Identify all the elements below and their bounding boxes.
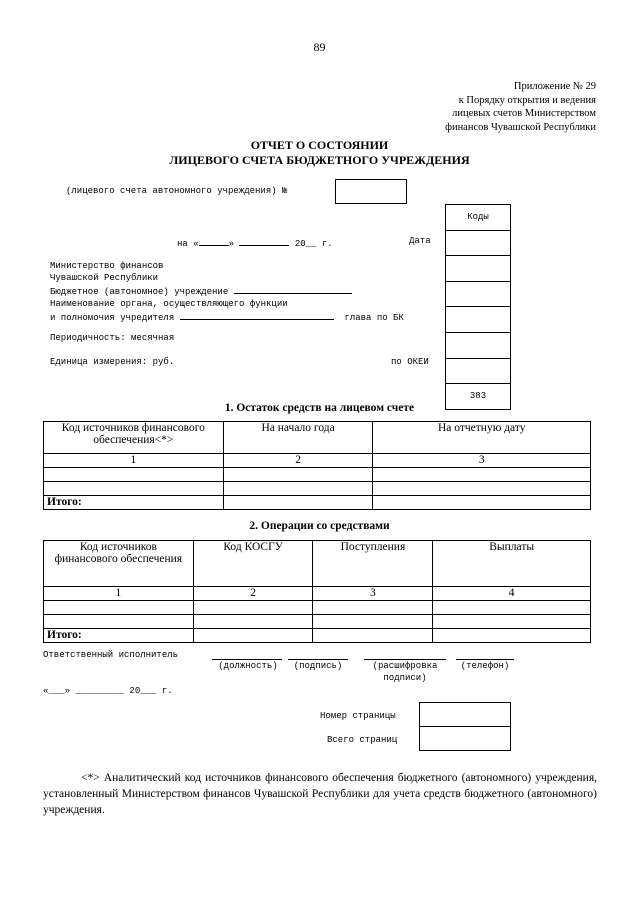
appendix-line: лицевых счетов Министерством xyxy=(452,108,596,120)
codes-table xyxy=(445,204,511,410)
appendix-line: финансов Чувашской Республики xyxy=(445,121,596,133)
column-header: Поступления xyxy=(313,541,433,587)
appendix-note xyxy=(445,80,596,134)
table-cell[interactable] xyxy=(223,482,373,496)
table-cell[interactable] xyxy=(313,601,433,615)
date-prefix: на « xyxy=(177,239,199,249)
okei-label: по ОКЕИ xyxy=(391,357,429,367)
section1-heading: 1. Остаток средств на лицевом счете xyxy=(224,402,415,414)
unit-label: Единица измерения: руб. xyxy=(50,357,175,367)
column-header: Код источников финансового обеспечения xyxy=(44,541,194,587)
column-header: На отчетную дату xyxy=(373,422,591,454)
column-header: Выплаты xyxy=(433,541,591,587)
glava-label: глава по БК xyxy=(344,313,404,324)
page-number-label: Номер страницы xyxy=(320,711,396,721)
signature-field[interactable] xyxy=(288,659,348,660)
institution-label: Бюджетное (автономное) учреждение xyxy=(50,287,229,298)
table-cell[interactable] xyxy=(313,615,433,629)
total-pages-label: Всего страниц xyxy=(327,735,398,745)
founder-label: Наименование органа, осуществляющего функции xyxy=(50,298,288,309)
codes-header: Коды xyxy=(446,205,511,231)
table-cell[interactable] xyxy=(44,601,194,615)
footnote-text: <*> Аналитический код источников финансового обеспечения бюджетного (автономного) учреждения, установленный Министерством финансов Чувашской Республики для учета средств бюджетного (автономного) учреждения. xyxy=(43,772,597,816)
section2-table xyxy=(43,540,591,643)
institution-field[interactable] xyxy=(234,284,352,294)
position-caption: (должность) xyxy=(218,661,278,671)
decode-field[interactable] xyxy=(364,659,446,660)
section2-heading: 2. Операции со средствами xyxy=(249,520,390,532)
page-number-box[interactable] xyxy=(419,702,511,727)
total-label: Итого: xyxy=(44,496,224,510)
table-cell[interactable] xyxy=(44,615,194,629)
ministry-line: Чувашской Республики xyxy=(50,272,159,283)
column-number: 2 xyxy=(223,454,373,468)
table-cell[interactable] xyxy=(44,482,224,496)
total-pages-box[interactable] xyxy=(419,726,511,751)
code-cell[interactable] xyxy=(446,358,511,384)
code-date-cell[interactable] xyxy=(446,230,511,256)
date-day-field[interactable] xyxy=(199,236,229,246)
column-number: 2 xyxy=(193,587,313,601)
account-number-box[interactable] xyxy=(335,179,407,204)
column-header: Код источников финансового обеспечения<*> xyxy=(44,422,224,454)
table-cell[interactable] xyxy=(44,468,224,482)
periodicity: Периодичность: месячная xyxy=(50,333,175,343)
account-label: (лицевого счета автономного учреждения) № xyxy=(66,186,288,196)
section1-table xyxy=(43,421,591,510)
column-number: 1 xyxy=(44,587,194,601)
column-number: 3 xyxy=(373,454,591,468)
appendix-line: к Порядку открытия и ведения xyxy=(458,94,596,106)
table-cell[interactable] xyxy=(433,601,591,615)
decode-caption-line: подписи) xyxy=(383,672,427,683)
decode-caption-line: (расшифровка xyxy=(372,661,438,671)
appendix-line: Приложение № 29 xyxy=(513,81,596,92)
table-cell[interactable] xyxy=(313,629,433,643)
table-cell[interactable] xyxy=(223,496,373,510)
code-okei-cell: 383 xyxy=(446,384,511,410)
code-cell[interactable] xyxy=(446,256,511,282)
column-number: 4 xyxy=(433,587,591,601)
phone-caption: (телефон) xyxy=(460,661,510,671)
position-field[interactable] xyxy=(212,659,282,660)
code-glava-cell[interactable] xyxy=(446,332,511,358)
founder-field[interactable] xyxy=(180,310,334,320)
code-cell[interactable] xyxy=(446,281,511,307)
footnote xyxy=(43,770,597,818)
title-line: ОТЧЕТ О СОСТОЯНИИ xyxy=(250,138,389,152)
date-month-field[interactable] xyxy=(239,236,289,246)
table-cell[interactable] xyxy=(373,496,591,510)
table-cell[interactable] xyxy=(433,629,591,643)
sign-caption: (подпись) xyxy=(293,661,343,671)
document-title xyxy=(0,138,639,168)
column-number: 3 xyxy=(313,587,433,601)
phone-field[interactable] xyxy=(456,659,514,660)
founder-label: и полномочия учредителя xyxy=(50,313,175,324)
organization-block xyxy=(50,261,404,325)
column-header: Код КОСГУ xyxy=(193,541,313,587)
table-cell[interactable] xyxy=(193,601,313,615)
table-cell[interactable] xyxy=(193,629,313,643)
page-number: 89 xyxy=(313,40,326,54)
table-cell[interactable] xyxy=(373,468,591,482)
ministry-line: Министерство финансов xyxy=(50,261,164,271)
signature-date: «___» _________ 20___ г. xyxy=(43,686,173,696)
date-mid: » xyxy=(228,239,235,249)
column-number: 1 xyxy=(44,454,224,468)
decode-caption xyxy=(362,661,448,684)
column-header: На начало года xyxy=(223,422,373,454)
table-cell[interactable] xyxy=(373,482,591,496)
title-line: ЛИЦЕВОГО СЧЕТА БЮДЖЕТНОГО УЧРЕЖДЕНИЯ xyxy=(169,153,470,167)
report-date xyxy=(177,236,333,249)
table-cell[interactable] xyxy=(223,468,373,482)
table-cell[interactable] xyxy=(193,615,313,629)
total-label: Итого: xyxy=(44,629,194,643)
date-label: Дата xyxy=(409,236,431,246)
code-cell[interactable] xyxy=(446,307,511,333)
date-year: 20__ г. xyxy=(294,239,333,249)
executor-label: Ответственный исполнитель xyxy=(43,650,179,660)
table-cell[interactable] xyxy=(433,615,591,629)
